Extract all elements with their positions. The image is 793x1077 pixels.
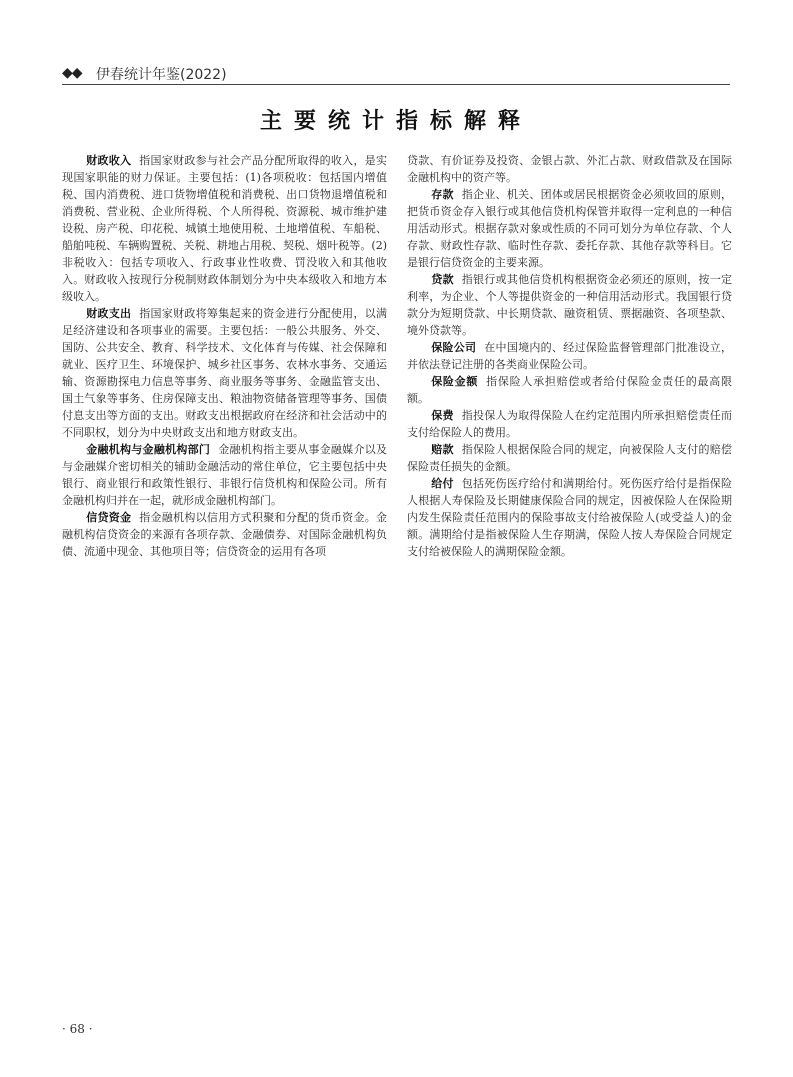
entry-claims xyxy=(407,441,732,475)
entry-credit-funds-continued: 贷款、有价证券及投资、金银占款、外汇占款、财政借款及在国际金融机构中的资产等。 xyxy=(407,154,732,184)
entry-text: 指银行或其他信贷机构根据资金必须还的原则，按一定利率，为企业、个人等提供资金的一种信用活动形式。我国银行贷款分为短期贷款、中长期贷款、融资租赁、票据融资、各项垫款、境外贷款等。 xyxy=(407,273,733,337)
entry-term: 保费 xyxy=(431,409,454,422)
page-number: · 68 · xyxy=(62,1022,93,1036)
diamond-bullets-icon: ◆◆ xyxy=(62,65,82,81)
header-rule xyxy=(62,84,730,85)
running-header xyxy=(62,62,730,86)
entry-term: 金融机构与金融机构部门 xyxy=(86,443,211,456)
entry-insured-amount xyxy=(407,373,732,407)
book-title: 伊春统计年鉴(2022) xyxy=(96,67,227,83)
entry-loans xyxy=(407,271,732,339)
entry-term: 财政收入 xyxy=(86,154,132,167)
entry-text: 在中国境内的、经过保险监督管理部门批准设立，并依法登记注册的各类商业保险公司。 xyxy=(407,341,733,371)
entry-term: 存款 xyxy=(431,188,454,201)
entry-fiscal-expenditure xyxy=(62,305,387,441)
entry-term: 赔款 xyxy=(431,443,454,456)
entry-term: 保险公司 xyxy=(431,341,477,354)
entry-text: 指企业、机关、团体或居民根据资金必须收回的原则，把货币资金存入银行或其他信贷机构保管并取得一定利息的一种信用活动形式。根据存款对象或性质的不同可划分为单位存款、个人存款、财政性存款、临时性存款、委托存款、其他存款等科目。它是银行信贷资金的主要来源。 xyxy=(407,188,733,269)
entry-text: 金融机构指主要从事金融媒介以及与金融媒介密切相关的辅助金融活动的常住单位，它主要包括中央银行、商业银行和政策性银行、非银行信贷机构和保险公司。所有金融机构归并在一起，就形成金融机构部门。 xyxy=(62,443,388,507)
entry-text: 指保险人承担赔偿或者给付保险金责任的最高限额。 xyxy=(407,375,732,405)
right-column xyxy=(407,152,732,560)
entry-text: 指金融机构以信用方式积聚和分配的货币资金。金融机构信贷资金的来源有各项存款、金融债券、对国际金融机构负债、流通中现金、其他项目等；信贷资金的运用有各项 xyxy=(62,511,388,558)
page-title: 主要统计指标解释 xyxy=(259,109,532,134)
entry-text: 包括死伤医疗给付和满期给付。死伤医疗给付是指保险人根据人寿保险及长期健康保险合同的规定，因被保险人在保险期内发生保险责任范围内的保险事故支付给被保险人(或受益人)的金额。满期给付是指被保险人生存期满，保险人按人寿保险合同规定支付给被保险人的满期保险金额。 xyxy=(407,477,733,558)
entry-insurance-company xyxy=(407,339,732,373)
entry-text: 指国家财政参与社会产品分配所取得的收入，是实现国家职能的财力保证。主要包括：(1)各项税收：包括国内增值税、国内消费税、进口货物增值税和消费税、出口货物退增值税和消费税、营业税、企业所得税、个人所得税、资源税、城市维护建设税、房产税、印花税、城镇土地使用税、土地增值税、车船税、船舶吨税、车辆购置税、关税、耕地占用税、契税、烟叶税等。(2)非税收入：包括专项收入、行政事业性收费、罚没收入和其他收入。财政收入按现行分税制财政体制划分为中央本级收入和地方本级收入。 xyxy=(62,154,388,303)
entry-text: 指国家财政将筹集起来的资金进行分配使用，以满足经济建设和各项事业的需要。主要包括：一般公共服务、外交、国防、公共安全、教育、科学技术、文化体育与传媒、社会保障和就业、医疗卫生、环境保护、城乡社区事务、农林水事务、交通运输、资源勘探电力信息等事务、商业服务等事务、金融监管支出、国土气象等事务、住房保障支出、粮油物资储备管理等事务、国债付息支出等方面的支出。财政支出根据政府在经济和社会活动中的不同职权，划分为中央财政支出和地方财政支出。 xyxy=(62,307,388,439)
entry-financial-institutions xyxy=(62,441,387,509)
left-column xyxy=(62,152,387,560)
entry-deposits xyxy=(407,186,732,271)
entry-term: 给付 xyxy=(431,477,454,490)
entry-premium xyxy=(407,407,732,441)
entry-text: 指保险人根据保险合同的规定，向被保险人支付的赔偿保险责任损失的金额。 xyxy=(407,443,733,473)
entry-fiscal-revenue xyxy=(62,152,387,305)
entry-term: 贷款 xyxy=(431,273,454,286)
entry-benefit-payments xyxy=(407,475,732,560)
entry-credit-funds xyxy=(62,509,387,560)
entry-term: 财政支出 xyxy=(86,307,132,320)
entry-term: 信贷资金 xyxy=(86,511,132,524)
entry-term: 保险金额 xyxy=(431,375,479,388)
entry-text: 指投保人为取得保险人在约定范围内所承担赔偿责任而支付给保险人的费用。 xyxy=(407,409,733,439)
